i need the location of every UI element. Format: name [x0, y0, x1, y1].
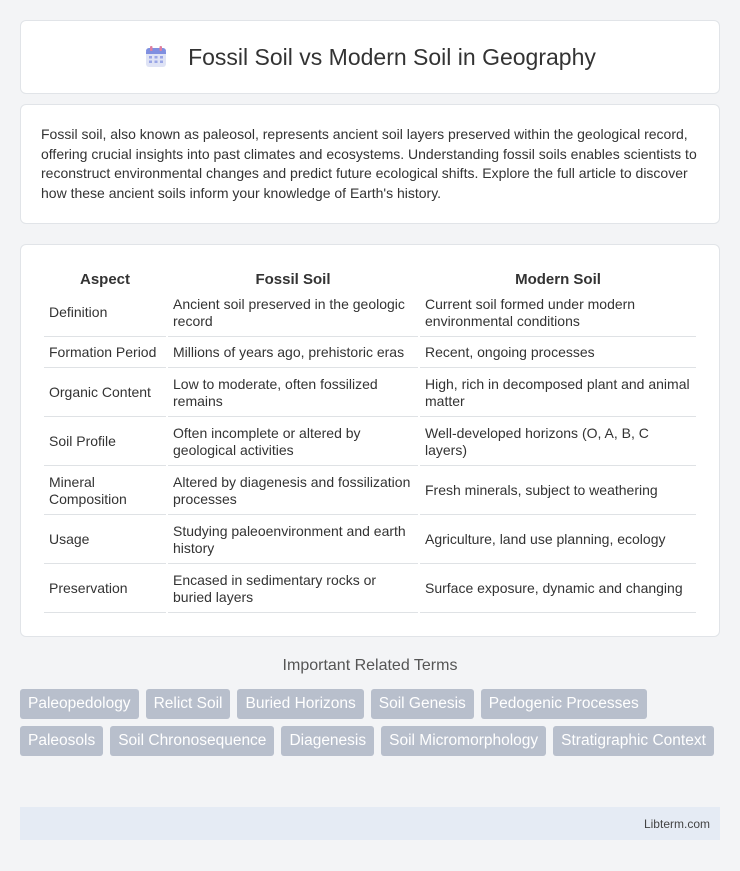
related-term-tag[interactable]: Paleopedology: [20, 689, 139, 719]
related-term-tag[interactable]: Relict Soil: [146, 689, 231, 719]
table-row: [44, 468, 696, 515]
table-cell: Soil Profile: [44, 419, 166, 466]
table-cell: Formation Period: [44, 339, 166, 368]
column-header-aspect: Aspect: [79, 271, 131, 288]
table-row: [44, 290, 696, 337]
table-cell: Ancient soil preserved in the geologic record: [168, 290, 418, 337]
table-cell: Well-developed horizons (O, A, B, C layers): [420, 419, 696, 466]
page-title: Fossil Soil vs Modern Soil in Geography: [188, 43, 596, 70]
table-cell: Low to moderate, often fossilized remains: [168, 370, 418, 417]
table-cell: Recent, ongoing processes: [420, 339, 696, 368]
table-cell: Current soil formed under modern environmental conditions: [420, 290, 696, 337]
table-cell: Millions of years ago, prehistoric eras: [168, 339, 418, 368]
calendar-icon: [144, 45, 168, 69]
comparison-table: [42, 265, 698, 615]
table-row: [44, 566, 696, 613]
table-cell: Surface exposure, dynamic and changing: [420, 566, 696, 613]
intro-section: [20, 104, 720, 224]
column-header-fossil-soil: Fossil Soil: [255, 271, 331, 288]
page-footer: [20, 807, 720, 840]
table-cell: Mineral Composition: [44, 468, 166, 515]
table-cell: Preservation: [44, 566, 166, 613]
table-row: [44, 419, 696, 466]
related-terms-title: Important Related Terms: [282, 657, 458, 674]
related-term-tag[interactable]: Stratigraphic Context: [553, 726, 714, 756]
table-cell: Agriculture, land use planning, ecology: [420, 517, 696, 564]
column-header-modern-soil: Modern Soil: [515, 271, 601, 288]
table-cell: Encased in sedimentary rocks or buried layers: [168, 566, 418, 613]
table-cell: High, rich in decomposed plant and animal matter: [420, 370, 696, 417]
related-term-tag[interactable]: Soil Micromorphology: [381, 726, 546, 756]
footer-site-link[interactable]: Libterm.com: [643, 816, 710, 831]
related-term-tag[interactable]: Soil Genesis: [371, 689, 474, 719]
related-term-tag[interactable]: Pedogenic Processes: [481, 689, 647, 719]
related-term-tag[interactable]: Buried Horizons: [237, 689, 363, 719]
table-cell: Altered by diagenesis and fossilization processes: [168, 468, 418, 515]
page-header: [20, 20, 720, 94]
intro-text: Fossil soil, also known as paleosol, represents ancient soil layers preserved within the geological record, offering crucial insights into past climates and ecosystems. Understanding fossil soils enables scientists to reconstruct environmental changes and predict future ecological shifts. Explore the full article to discover how these ancient soils inform your knowledge of Earth's history.: [41, 126, 697, 201]
related-term-tag[interactable]: Paleosols: [20, 726, 103, 756]
table-cell: Often incomplete or altered by geological activities: [168, 419, 418, 466]
related-terms-list: [20, 689, 720, 756]
table-cell: Studying paleoenvironment and earth history: [168, 517, 418, 564]
related-term-tag[interactable]: Diagenesis: [281, 726, 374, 756]
table-row: [44, 370, 696, 417]
table-cell: Usage: [44, 517, 166, 564]
table-row: [44, 339, 696, 368]
table-cell: Organic Content: [44, 370, 166, 417]
related-term-tag[interactable]: Soil Chronosequence: [110, 726, 274, 756]
table-cell: Definition: [44, 290, 166, 337]
table-cell: Fresh minerals, subject to weathering: [420, 468, 696, 515]
table-row: [44, 517, 696, 564]
comparison-table-card: [20, 244, 720, 637]
